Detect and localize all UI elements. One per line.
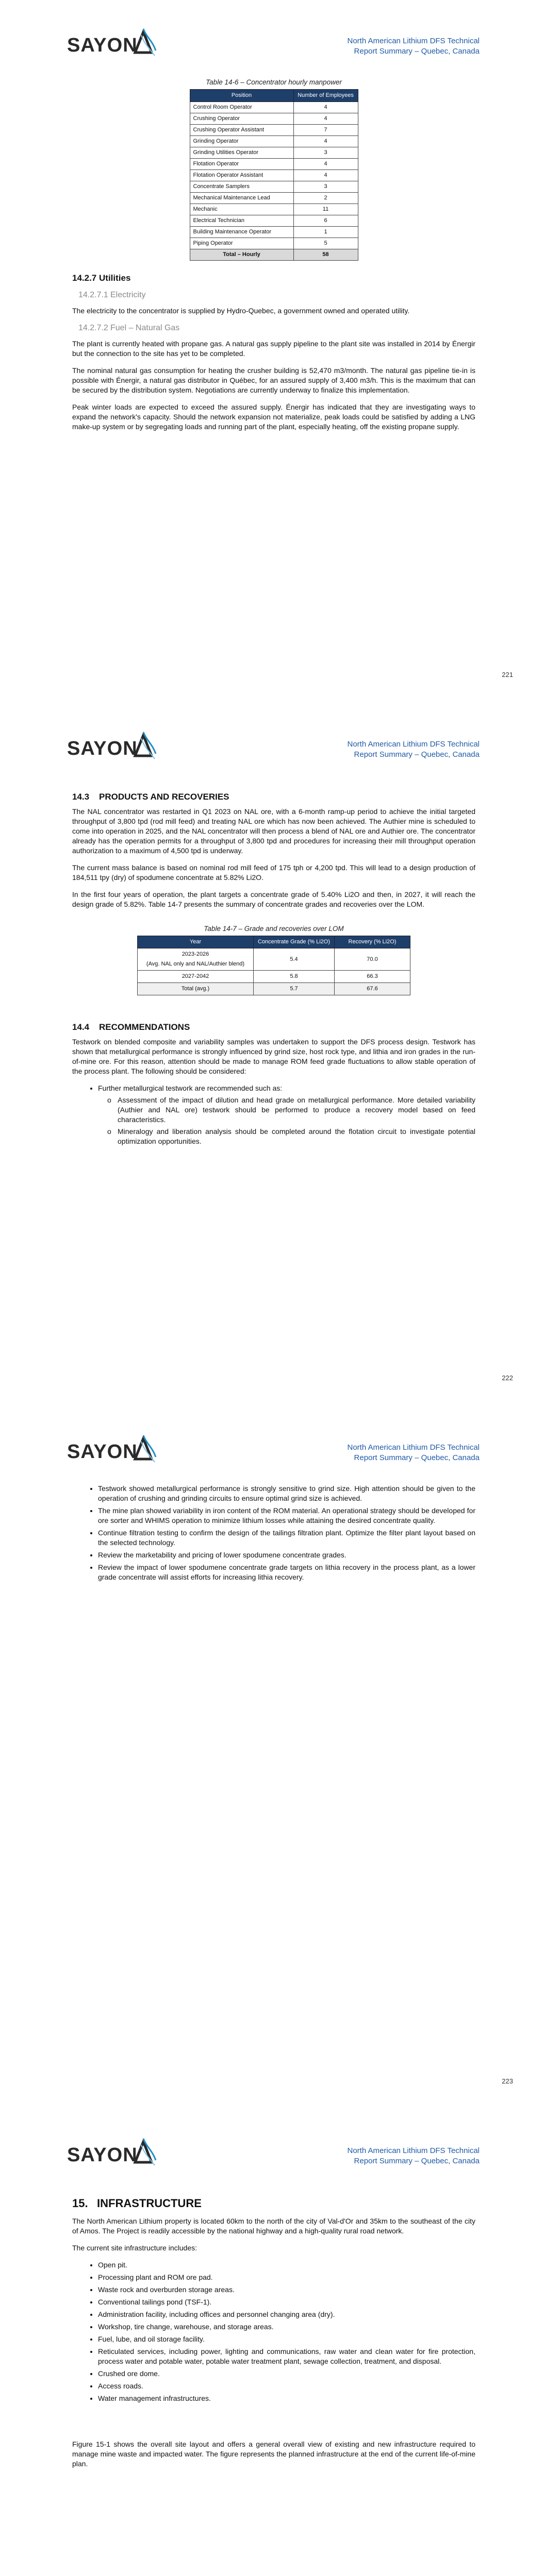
grade-cell: 5.8 xyxy=(254,971,335,983)
subsection-title: Fuel – Natural Gas xyxy=(110,324,180,332)
header-line-1: North American Lithium DFS Technical xyxy=(347,37,480,45)
grade-total-grade: 5.7 xyxy=(254,983,335,995)
sayona-logo xyxy=(66,25,159,67)
page-223 xyxy=(0,1406,544,2110)
position-cell: Flotation Operator Assistant xyxy=(190,170,293,181)
table-row xyxy=(190,125,358,136)
header-line-2: Report Summary – Quebec, Canada xyxy=(354,47,480,56)
list-item: • Conventional tailings pond (TSF-1). xyxy=(98,2297,475,2307)
subsection-number: 14.2.7.2 xyxy=(78,324,108,332)
manpower-header-count: Number of Employees xyxy=(293,90,358,102)
table-row xyxy=(190,238,358,249)
page-number: 222 xyxy=(502,1374,513,1382)
table-row xyxy=(190,113,358,125)
position-cell: Concentrate Samplers xyxy=(190,181,293,193)
list-item: • Access roads. xyxy=(98,2381,475,2391)
list-item: • Testwork showed metallurgical performance is strongly sensitive to grind size. High attention should be given to the operation of crushing and grinding circuits to ensure optimal grind size is achieved. xyxy=(98,1484,475,1503)
position-cell: Flotation Operator xyxy=(190,159,293,170)
employee-count-cell: 4 xyxy=(293,170,358,181)
gas-paragraph-2: The nominal natural gas consumption for heating the crusher building is 52,470 m3/month. The natural gas pipeline tie-in is possible with Énergir, a natural gas distributor in Québec, for an assured supply of 3,400 m3/h. This is the maximum that can be secured by the distribution system. Negotiations are currently underway to finalize this implementation. xyxy=(72,366,475,394)
section-number: 14.4 xyxy=(72,1022,90,1032)
section-14-2-7-heading xyxy=(72,273,475,283)
sayona-logo xyxy=(66,728,159,770)
list-item: • Continue filtration testing to confirm the design of the tailings filtration plant. Optimize the filter plant layout based on the selected technology. xyxy=(98,1528,475,1548)
page-number: 221 xyxy=(502,671,513,679)
list-item: • Review the impact of lower spodumene concentrate grade targets on lithia recovery in the process plant, as a lower grade concentrate will assist efforts for increasing lithia recovery. xyxy=(98,1563,475,1582)
section-15-heading xyxy=(72,2198,475,2208)
header-line-1: North American Lithium DFS Technical xyxy=(347,2146,480,2155)
manpower-header-position: Position xyxy=(190,90,293,102)
svg-text:SAYON: SAYON xyxy=(67,1441,138,1463)
section-title: INFRASTRUCTURE xyxy=(97,2197,202,2210)
page-223-content xyxy=(72,1484,475,1589)
list-item: • Crushed ore dome. xyxy=(98,2369,475,2379)
table-row xyxy=(190,159,358,170)
position-cell: Piping Operator xyxy=(190,238,293,249)
recommendations-paragraph: Testwork on blended composite and variability samples was undertaken to support the DFS process design. Testwork has shown that metallurgical performance is strongly influenced by grind size, host rock type, and lithia and iron grades in the run-of-mine ore. For this reason, attention should be made to manage ROM feed grade fluctuations to allow stable operation of the process plant. The following should be considered: xyxy=(72,1038,475,1075)
list-item: • Open pit. xyxy=(98,2260,475,2270)
position-cell: Building Maintenance Operator xyxy=(190,227,293,238)
grade-header-recovery: Recovery (% Li2O) xyxy=(335,936,410,948)
list-item: • Water management infrastructures. xyxy=(98,2394,475,2403)
table-row xyxy=(190,227,358,238)
table-row xyxy=(190,215,358,227)
gas-paragraph-3: Peak winter loads are expected to exceed the assured supply. Énergir has indicated that they are investigating ways to expand the network's capacity. Should the network expansion not materialize, peak loads could be satisfied by adding a LNG make-up system or by segregating loads and running part of the plant, especially heating, off the existing propane supply. xyxy=(72,403,475,431)
table-row xyxy=(190,204,358,215)
list-item: • Administration facility, including offices and personnel changing area (dry). xyxy=(98,2310,475,2319)
sub-list-item: o Assessment of the impact of dilution and head grade on metallurgical performance. More detailed variability (Authier and NAL ore) testwork should be performed to produce a recovery model based on feed characteristics. xyxy=(118,1095,475,1125)
grade-total-row xyxy=(138,983,410,995)
list-item: • The mine plan showed variability in iron content of the ROM material. An operational strategy should be developed for ore sorter and WHIMS operation to minimize lithium losses while attaining the desired concentrate quality. xyxy=(98,1506,475,1526)
year-cell xyxy=(138,948,254,971)
employee-count-cell: 6 xyxy=(293,215,358,227)
year-cell xyxy=(138,971,254,983)
page-number: 223 xyxy=(502,2077,513,2085)
year-range: 2023-2026 xyxy=(182,951,209,957)
list-item: • Reticulated services, including power, lighting and communications, raw water and clean water for fire protection, process water and potable water, potable water treatment plant, sewage collection, treatment, and disposal. xyxy=(98,2347,475,2366)
employee-count-cell: 3 xyxy=(293,147,358,159)
table-row xyxy=(138,948,410,971)
page-221-content xyxy=(72,77,475,439)
table-row xyxy=(190,147,358,159)
section-14-3-heading xyxy=(72,792,475,802)
section-number: 14.2.7 xyxy=(72,273,97,283)
gas-paragraph-1: The plant is currently heated with propane gas. A natural gas supply pipeline to the plant site was installed in 2014 by Énergir but the connection to the site has yet to be completed. xyxy=(72,340,475,358)
list-item: • Review the marketability and pricing of lower spodumene concentrate grades. xyxy=(98,1550,475,1560)
sub-list-item: o Mineralogy and liberation analysis should be completed around the flotation circuit to investigate potential optimization opportunities. xyxy=(118,1127,475,1146)
report-header xyxy=(348,2146,480,2166)
grade-total-year: Total (avg.) xyxy=(138,983,254,995)
position-cell: Grinding Utilities Operator xyxy=(190,147,293,159)
position-cell: Mechanical Maintenance Lead xyxy=(190,193,293,204)
employee-count-cell: 4 xyxy=(293,159,358,170)
recovery-cell: 66.3 xyxy=(335,971,410,983)
employee-count-cell: 1 xyxy=(293,227,358,238)
table-14-6-caption: Table 14-6 – Concentrator hourly manpower xyxy=(206,78,342,86)
employee-count-cell: 2 xyxy=(293,193,358,204)
list-item-text: Further metallurgical testwork are recommended such as: xyxy=(98,1084,283,1092)
products-paragraph-1: The NAL concentrator was restarted in Q1 2023 on NAL ore, with a 6-month ramp-up period to achieve the initial targeted throughput of 3,800 tpd (rod mill feed) and treating NAL ore which has now been achieved. The Authier mine is scheduled to come into operation in 2025, and the NAL concentrator will then process a blend of NAL ore and Authier ore. The concentrator already has the operation permits for a throughput of 3,800 tpd and procedures for increasing their mill throughput operation authorization to a maximum of 4,500 tpd is underway. xyxy=(72,807,475,855)
year-note: (Avg. NAL only and NAL/Authier blend) xyxy=(146,961,245,967)
electricity-paragraph: The electricity to the concentrator is supplied by Hydro-Quebec, a government owned and operated utility. xyxy=(72,307,410,315)
section-title: PRODUCTS AND RECOVERIES xyxy=(99,792,229,802)
sayona-logo xyxy=(66,2134,159,2177)
position-cell: Crushing Operator xyxy=(190,113,293,125)
table-row xyxy=(190,193,358,204)
position-cell: Control Room Operator xyxy=(190,102,293,113)
list-item xyxy=(98,1083,475,1146)
manpower-table xyxy=(190,89,358,261)
infrastructure-paragraph-1: The North American Lithium property is located 60km to the north of the city of Val-d'Or and 35km to the southeast of the city of Amos. The Project is readily accessible by the national highway and a high-quality rural road network. xyxy=(72,2217,475,2235)
recovery-cell: 70.0 xyxy=(335,948,410,971)
subsection-gas-heading xyxy=(78,323,475,333)
table-14-7-caption: Table 14-7 – Grade and recoveries over LOM xyxy=(204,925,344,933)
list-item: • Processing plant and ROM ore pad. xyxy=(98,2273,475,2282)
position-cell: Electrical Technician xyxy=(190,215,293,227)
svg-text:SAYON: SAYON xyxy=(67,738,138,759)
page-224-content xyxy=(72,2198,475,2476)
employee-count-cell: 5 xyxy=(293,238,358,249)
list-item: • Fuel, lube, and oil storage facility. xyxy=(98,2334,475,2344)
recommendations-list xyxy=(72,1083,475,1146)
section-number: 15. xyxy=(72,2197,88,2210)
products-paragraph-3: In the first four years of operation, the plant targets a concentrate grade of 5.40% Li2O and then, in 2027, it will reach the design grade of 5.82%. Table 14-7 presents the summary of concentrate grades and recoveries over the LOM. xyxy=(72,890,475,908)
report-header xyxy=(348,36,480,57)
infrastructure-paragraph-2: The current site infrastructure includes: xyxy=(72,2244,197,2252)
employee-count-cell: 4 xyxy=(293,102,358,113)
section-14-4-heading xyxy=(72,1022,475,1032)
position-cell: Crushing Operator Assistant xyxy=(190,125,293,136)
position-cell: Grinding Operator xyxy=(190,136,293,147)
position-cell: Mechanic xyxy=(190,204,293,215)
employee-count-cell: 3 xyxy=(293,181,358,193)
grade-header-grade: Concentrate Grade (% Li2O) xyxy=(254,936,335,948)
list-item: • Waste rock and overburden storage areas. xyxy=(98,2285,475,2295)
grade-recovery-table xyxy=(137,936,410,995)
employee-count-cell: 11 xyxy=(293,204,358,215)
sayona-logo xyxy=(66,1431,159,1473)
section-title: Utilities xyxy=(99,273,131,283)
header-line-2: Report Summary – Quebec, Canada xyxy=(354,750,480,759)
page-222-content xyxy=(72,792,475,1154)
svg-text:SAYON: SAYON xyxy=(67,2144,138,2166)
subsection-number: 14.2.7.1 xyxy=(78,291,108,299)
employee-count-cell: 7 xyxy=(293,125,358,136)
page-222 xyxy=(0,703,544,1406)
products-paragraph-2: The current mass balance is based on nominal rod mill feed of 175 tph or 4,200 tpd. This will lead to a design production of 184,511 tpy (dry) of spodumene concentrate at 5.82% Li2O. xyxy=(72,863,475,882)
report-header xyxy=(348,1443,480,1463)
employee-count-cell: 4 xyxy=(293,136,358,147)
header-line-2: Report Summary – Quebec, Canada xyxy=(354,2157,480,2165)
svg-text:SAYON: SAYON xyxy=(67,35,138,56)
recommendations-sublist xyxy=(98,1095,475,1146)
table-row xyxy=(190,170,358,181)
section-title: RECOMMENDATIONS xyxy=(99,1022,190,1032)
page-221 xyxy=(0,0,544,703)
table-row xyxy=(190,136,358,147)
recommendations-continued-list xyxy=(72,1484,475,1582)
grade-header-year: Year xyxy=(138,936,254,948)
section-number: 14.3 xyxy=(72,792,90,802)
grade-total-recovery: 67.6 xyxy=(335,983,410,995)
employee-count-cell: 4 xyxy=(293,113,358,125)
header-line-1: North American Lithium DFS Technical xyxy=(347,740,480,749)
subsection-title: Electricity xyxy=(110,291,146,299)
year-range: 2027-2042 xyxy=(182,973,209,979)
infrastructure-paragraph-3: Figure 15-1 shows the overall site layout and offers a general overall view of existing and new infrastructure required to manage mine waste and impacted water. The figure represents the planned infrastructure at the end of the current life-of-mine plan. xyxy=(72,2440,475,2468)
report-header xyxy=(348,739,480,760)
table-row xyxy=(138,971,410,983)
infrastructure-list xyxy=(72,2260,475,2403)
header-line-1: North American Lithium DFS Technical xyxy=(347,1443,480,1452)
manpower-total-value: 58 xyxy=(293,249,358,261)
table-row xyxy=(190,102,358,113)
manpower-total-row xyxy=(190,249,358,261)
grade-cell: 5.4 xyxy=(254,948,335,971)
manpower-total-label: Total – Hourly xyxy=(190,249,293,261)
list-item: • Workshop, tire change, warehouse, and storage areas. xyxy=(98,2322,475,2332)
header-line-2: Report Summary – Quebec, Canada xyxy=(354,1453,480,1462)
subsection-electricity-heading xyxy=(78,290,475,300)
page-224 xyxy=(0,2110,544,2576)
table-row xyxy=(190,181,358,193)
